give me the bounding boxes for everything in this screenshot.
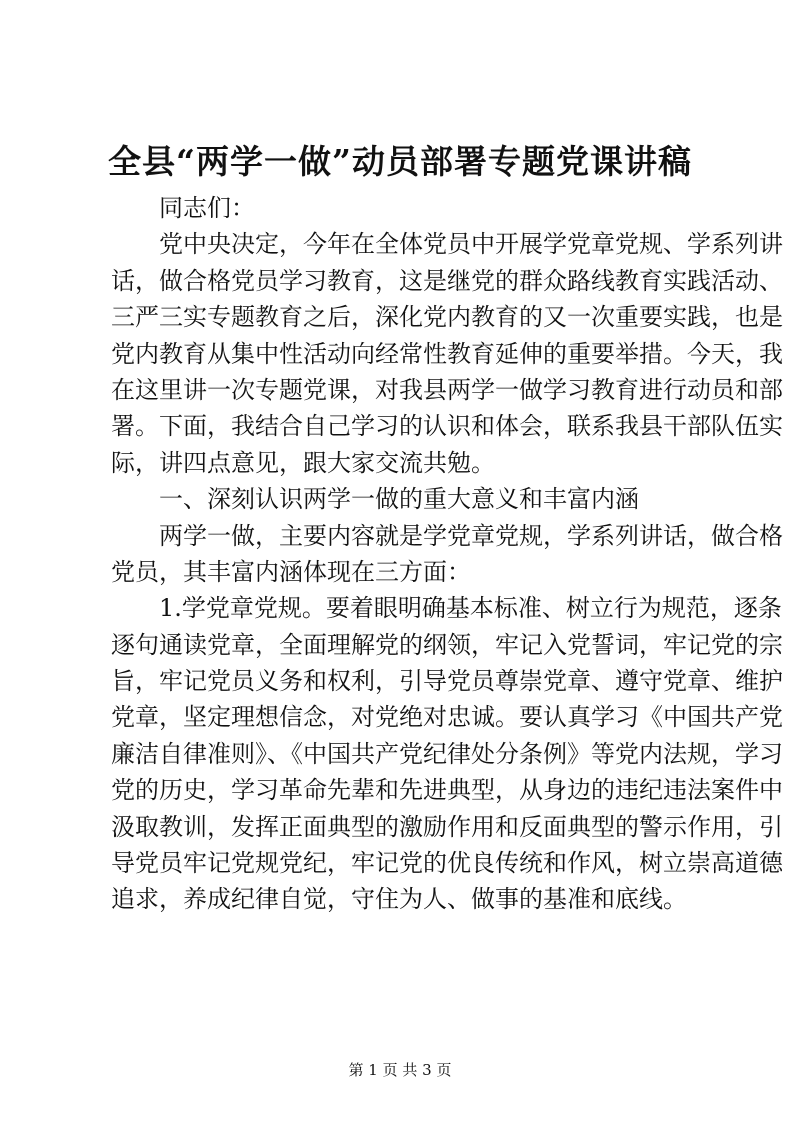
text-line: 一、深刻认识两学一做的重大意义和丰富内涵 [111,485,639,514]
text-line: 党内教育从集中性活动向经常性教育延伸的重要举措。今天，我 [111,339,783,368]
text-line: 逐句通读党章，全面理解党的纲领，牢记入党誓词，牢记党的宗 [111,630,783,659]
text-line: 1.学党章党规。要着眼明确基本标准、树立行为规范，逐条 [111,594,782,623]
text-line: 党章，坚定理想信念，对党绝对忠诚。要认真学习《中国共产党 [111,703,783,732]
page-footer: 第 1 页 共 3 页 [348,1061,452,1079]
text-line: 话，做合格党员学习教育，这是继党的群众路线教育实践活动、 [111,266,783,295]
text-line: 汲取教训，发挥正面典型的激励作用和反面典型的警示作用，引 [111,812,783,841]
text-line: 党的历史，学习革命先辈和先进典型，从身边的违纪违法案件中 [111,776,783,805]
text-line: 廉洁自律准则》、《中国共产党纪律处分条例》等党内法规，学习 [111,739,783,768]
text-line: 导党员牢记党规党纪，牢记党的优良传统和作风，树立崇高道德 [111,849,783,878]
text-line: 党中央决定，今年在全体党员中开展学党章党规、学系列讲 [111,230,783,259]
document-body [111,190,783,918]
text-line: 在这里讲一次专题党课，对我县两学一做学习教育进行动员和部 [111,375,783,404]
text-line: 旨，牢记党员义务和权利，引导党员尊崇党章、遵守党章、维护 [111,667,783,696]
text-line: 三严三实专题教育之后，深化党内教育的又一次重要实践，也是 [111,303,783,332]
text-line: 两学一做，主要内容就是学党章党规，学系列讲话，做合格 [111,521,783,550]
text-line: 追求，养成纪律自觉，守住为人、做事的基准和底线。 [111,885,687,914]
text-line: 署。下面，我结合自己学习的认识和体会，联系我县干部队伍实 [111,412,783,441]
document-title: 全县“两学一做”动员部署专题党课讲稿 [108,142,692,181]
text-line: 同志们： [111,194,255,222]
text-line: 际，讲四点意见，跟大家交流共勉。 [111,448,495,477]
text-line: 党员，其丰富内涵体现在三方面： [111,557,471,586]
